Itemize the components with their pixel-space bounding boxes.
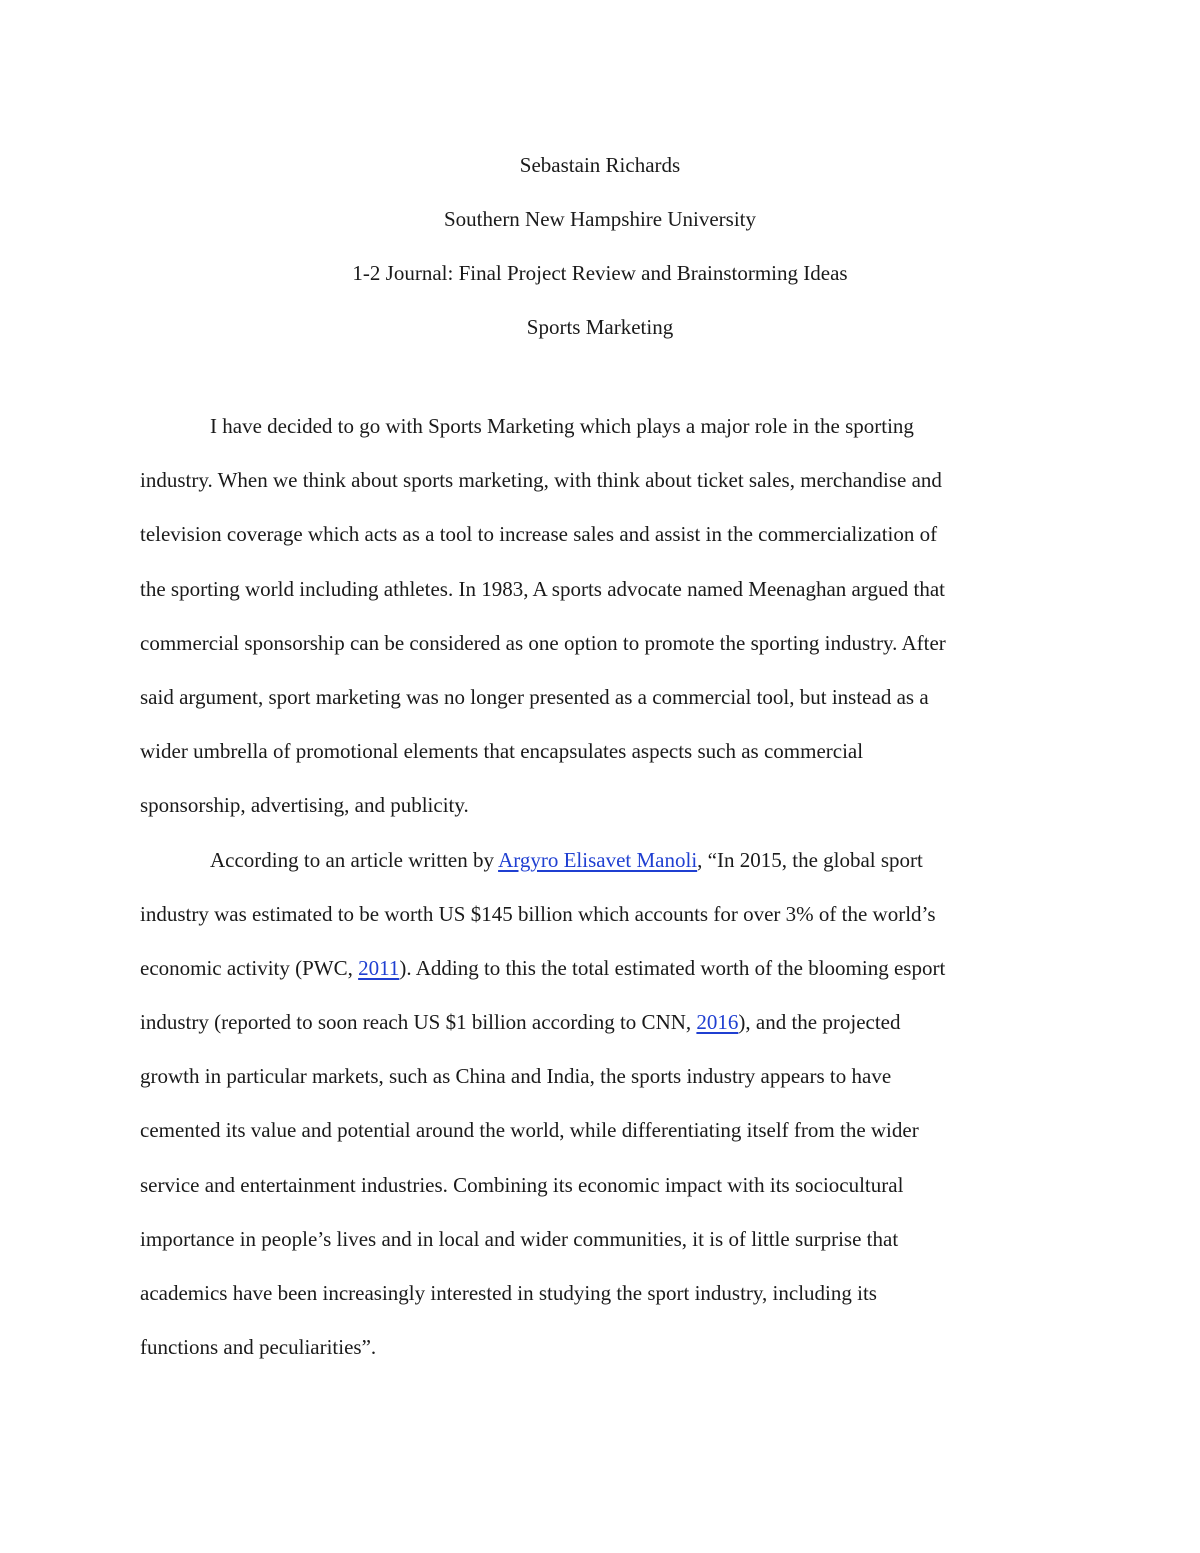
paragraph-line: commercial sponsorship can be considered as one option to promote the sporting industry. After [140,630,946,655]
paragraph-line: growth in particular markets, such as China and India, the sports industry appears to have [140,1064,892,1089]
paragraph-line [140,833,1060,887]
line-text: , “In 2015, the global sport [697,847,923,872]
author-name: Sebastain Richards [519,153,681,177]
assignment-title: 1-2 Journal: Final Project Review and Brainstorming Ideas [352,261,848,285]
paper-topic: Sports Marketing [526,315,674,339]
cnn-citation-link[interactable]: 2016 [696,1010,739,1035]
paragraph-line [140,941,1060,995]
paragraph-line: academics have been increasingly interested in studying the sport industry, including its [140,1281,877,1305]
paragraph-line: sponsorship, advertising, and publicity. [140,793,469,818]
paragraph-line: I have decided to go with Sports Marketing which plays a major role in the sporting [210,414,914,438]
author-link[interactable]: Argyro Elisavet Manoli [498,847,698,872]
line-text: According to an article written by [210,847,499,872]
paragraph-line: industry. When we think about sports marketing, with think about ticket sales, merchandise and [140,468,942,493]
pwc-citation-link[interactable]: 2011 [358,955,400,980]
paragraph-line: television coverage which acts as a tool to increase sales and assist in the commercialization of [140,522,938,547]
paragraph-line: service and entertainment industries. Combining its economic impact with its sociocultural [140,1172,904,1197]
line-text: economic activity (PWC, [140,955,359,980]
paragraph-2 [140,833,1060,1375]
paragraph-line: said argument, sport marketing was no longer presented as a commercial tool, but instead as a [140,684,929,709]
institution-name: Southern New Hampshire University [443,207,757,231]
line-text: ). Adding to this the total estimated worth of the blooming esport [399,955,946,980]
paragraph-line: functions and peculiarities”. [140,1335,377,1360]
body-text [140,399,1060,1374]
line-text: industry (reported to soon reach US $1 billion according to CNN, [140,1010,697,1035]
paragraph-line: wider umbrella of promotional elements that encapsulates aspects such as commercial [140,739,864,764]
paragraph-line: cemented its value and potential around the world, while differentiating itself from the wider [140,1118,919,1143]
paragraph-line: the sporting world including athletes. In 1983, A sports advocate named Meenaghan argued that [140,576,946,601]
line-text: ), and the projected [738,1010,901,1035]
paragraph-1 [140,399,1060,833]
paragraph-line: importance in people’s lives and in local and wider communities, it is of little surprise that [140,1226,899,1251]
title-block [140,138,1060,354]
paragraph-line [140,995,1060,1049]
paragraph-line: industry was estimated to be worth US $145 billion which accounts for over 3% of the world’s [140,901,936,926]
